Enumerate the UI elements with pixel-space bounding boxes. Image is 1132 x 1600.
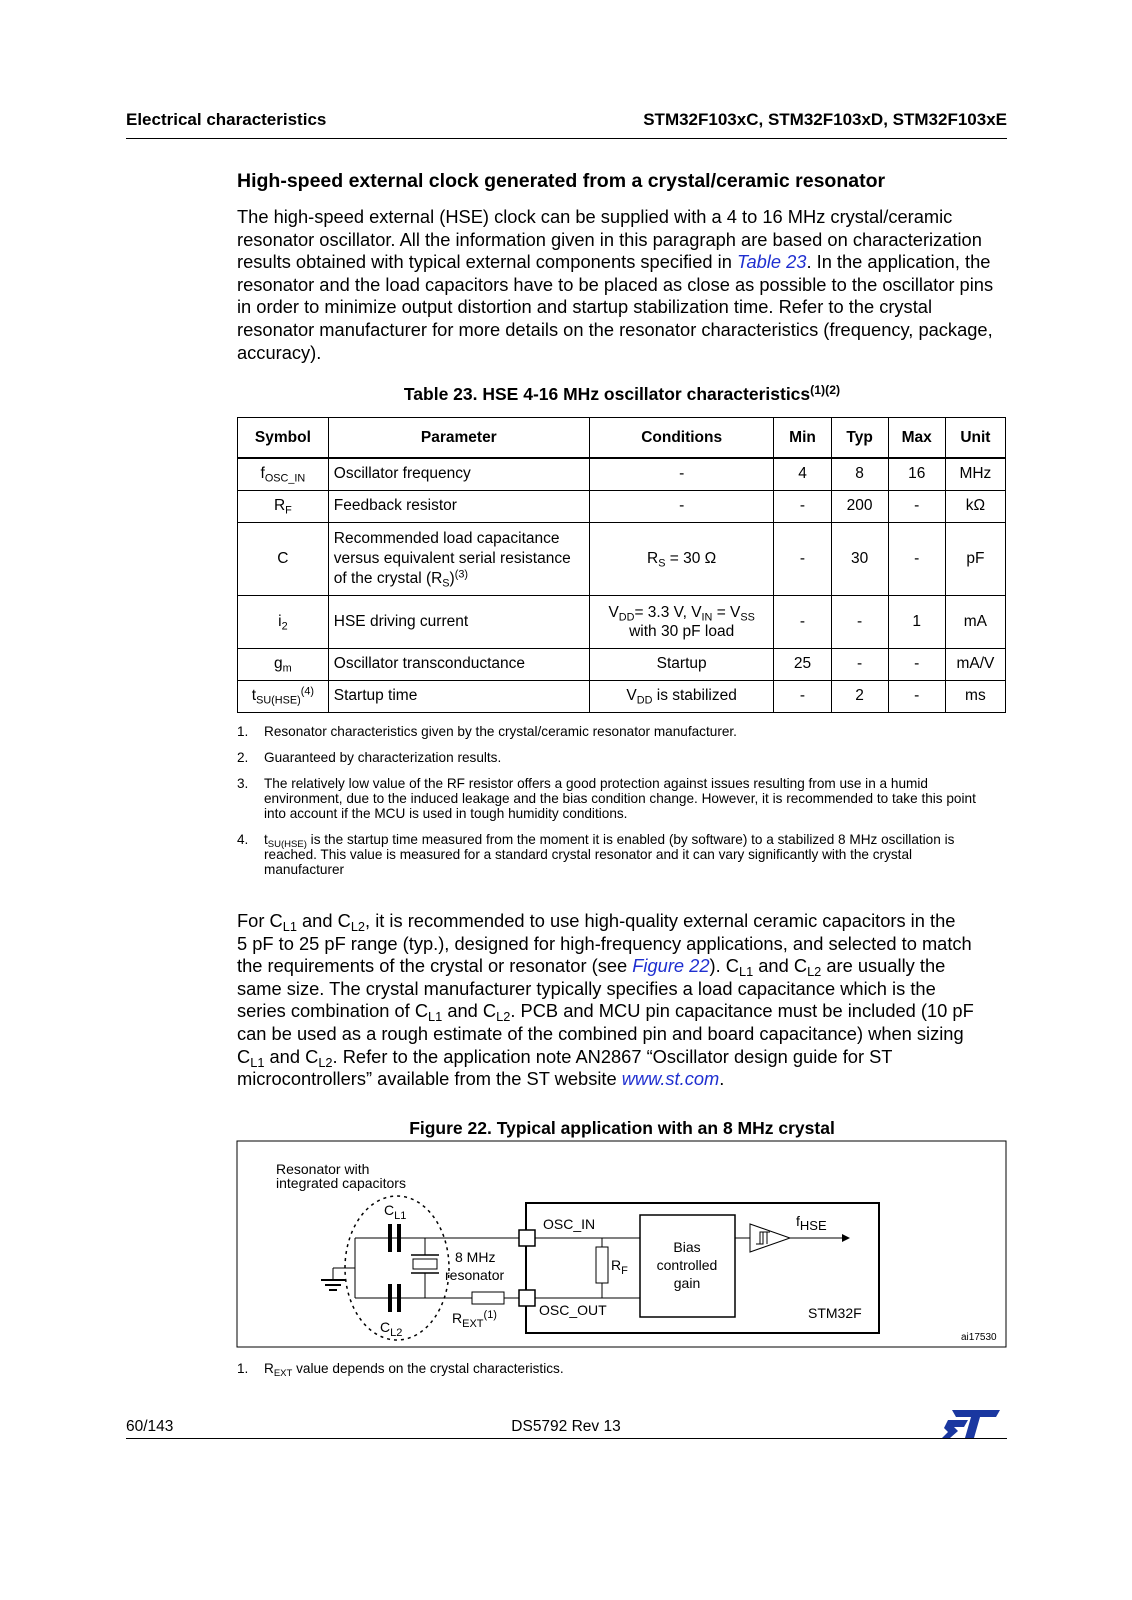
cell-min: 4 — [774, 458, 831, 490]
table-caption-notes: (1)(2) — [810, 382, 841, 397]
figure-22-link[interactable]: Figure 22 — [632, 955, 710, 977]
cell-conditions: - — [589, 458, 774, 490]
document-revision: DS5792 Rev 13 — [511, 1418, 621, 1435]
table-caption-text: Table 23. HSE 4-16 MHz oscillator characteristics — [403, 384, 811, 404]
cl2-capacitor — [388, 1284, 392, 1312]
table-23-link[interactable]: Table 23 — [736, 251, 807, 273]
cell-max: - — [888, 680, 945, 712]
header-product-names: STM32F103xC, STM32F103xD, STM32F103xE — [643, 110, 1007, 129]
cell-max: 1 — [888, 595, 945, 648]
osc-out-pin — [519, 1290, 535, 1306]
fhse-arrow — [842, 1234, 850, 1242]
crystal-symbol — [413, 1259, 437, 1269]
cell-symbol: $t_{SU(HSE)}^{(4)}$ — [238, 680, 329, 712]
bias-label-1: Bias — [673, 1239, 701, 1255]
header-section-title: Electrical characteristics — [126, 110, 327, 129]
cell-parameter: HSE driving current — [328, 595, 589, 648]
cell-parameter: Feedback resistor — [328, 490, 589, 522]
cell-typ: 30 — [831, 522, 888, 595]
cell-max: - — [888, 522, 945, 595]
col-header-unit: Unit — [945, 418, 1005, 459]
page-number: 60/143 — [126, 1418, 174, 1435]
osc-in-pin — [519, 1230, 535, 1246]
cell-min: 25 — [774, 648, 831, 680]
cell-max: 16 — [888, 458, 945, 490]
col-header-min: Min — [774, 418, 831, 459]
cell-symbol: $i_2$ — [238, 595, 329, 648]
cell-min: - — [774, 490, 831, 522]
rext-resistor — [472, 1292, 504, 1304]
osc-in-label: OSC_IN — [543, 1216, 596, 1232]
cell-parameter: Recommended load capacitance versus equivalent serial resistance of the crystal $(R_S)^{(3)}$ — [328, 522, 589, 595]
cell-typ: - — [831, 648, 888, 680]
cell-conditions: $R_S = 30$ Ω — [589, 522, 774, 595]
cell-unit: mA/V — [945, 648, 1005, 680]
schmitt-buffer — [750, 1224, 790, 1252]
cell-symbol: $f_{OSC\_IN}$ — [238, 458, 329, 490]
st-logo — [940, 1408, 1002, 1440]
cell-unit: mA — [945, 595, 1005, 648]
st-website-link[interactable]: www.st.com — [621, 1068, 720, 1090]
col-header-conditions: Conditions — [589, 418, 774, 459]
col-header-max: Max — [888, 418, 945, 459]
cell-symbol: C — [238, 522, 329, 595]
col-header-symbol: Symbol — [238, 418, 329, 459]
cl2-label: $C_{L2}$ — [380, 1319, 403, 1339]
cell-max: - — [888, 648, 945, 680]
cell-typ: - — [831, 595, 888, 648]
cell-parameter: Oscillator transconductance — [328, 648, 589, 680]
section-title: High-speed external clock generated from a crystal/ceramic resonator — [237, 170, 886, 192]
rf-label: $R_F$ — [611, 1257, 628, 1277]
cell-unit: kΩ — [945, 490, 1005, 522]
footer-rule — [126, 1438, 1007, 1439]
intro-text-a: The high-speed external (HSE) clock can be supplied with a 4 to 16 MHz crystal/ceramic resonator oscillator. All the information given in this paragraph are based on characterization results obtained with typical external components specified in — [237, 206, 982, 273]
cell-unit: ms — [945, 680, 1005, 712]
figure-caption: Figure 22. Typical application with an 8 MHz crystal — [409, 1118, 835, 1138]
crystal-resonator-label: resonator — [445, 1267, 505, 1283]
rext-label: $R_{EXT}^{(1)}$ — [452, 1309, 497, 1330]
bias-label-2: controlled — [656, 1257, 718, 1273]
cell-unit: MHz — [945, 458, 1005, 490]
figure-note: 1. $R_{EXT}$ value depends on the crystal characteristics. — [237, 1361, 564, 1379]
osc-out-label: OSC_OUT — [539, 1302, 607, 1318]
figure-ref-id: ai17530 — [961, 1332, 997, 1343]
intro-text-b: . In the application, the resonator and the load capacitors have to be placed as close as possible to the oscillator pins in order to minimize output distortion and startup stabilization time. Refer to the crystal resonator manufacturer for more details on the resonator characteristics (frequency, package, accuracy). — [237, 251, 994, 363]
resonator-label-2: integrated capacitors — [276, 1175, 406, 1191]
cell-conditions: - — [589, 490, 774, 522]
cell-min: - — [774, 595, 831, 648]
bias-label-3: gain — [673, 1275, 701, 1291]
col-header-parameter: Parameter — [328, 418, 589, 459]
cell-max: - — [888, 490, 945, 522]
cell-min: - — [774, 522, 831, 595]
cell-typ: 200 — [831, 490, 888, 522]
resonator-label-1: Resonator with — [276, 1161, 370, 1177]
capacitor-paragraph: For $C_{L1}$ and $C_{L2}$, it is recommended to use high-quality external ceramic capacitors in the 5 pF to 25 pF range (typ.), designed for high-frequency applications, and selected to match the requirements of the crystal or resonator (see Figure 22). $C_{L1}$ and $C_{L2}$ are usually the same size. The crystal manufacturer typically specifies a load capacitance which is the series combination of $C_{L1}$ and $C_{L2}$. PCB and MCU pin capacitance must be included (10 pF can be used as a rough estimate of the combined pin and board capacitance) when sizing $C_{L1}$ and $C_{L2}$. Refer to the application note AN2867 “Oscillator design guide for ST microcontrollers” available from the ST website www.st.com. — [237, 910, 974, 1090]
chip-label: STM32F — [808, 1305, 862, 1321]
fhse-label: fHSE — [796, 1213, 827, 1233]
cl1-label: $C_{L1}$ — [384, 1202, 407, 1222]
cell-unit: pF — [945, 522, 1005, 595]
cell-symbol: $R_F$ — [238, 490, 329, 522]
cell-parameter: Oscillator frequency — [328, 458, 589, 490]
cl1-capacitor — [388, 1224, 392, 1252]
cell-parameter: Startup time — [328, 680, 589, 712]
rf-resistor — [596, 1247, 608, 1283]
cell-conditions: Startup — [589, 648, 774, 680]
cell-min: - — [774, 680, 831, 712]
crystal-freq-label: 8 MHz — [455, 1249, 496, 1265]
col-header-typ: Typ — [831, 418, 888, 459]
cell-conditions: $V_{DD}= 3.3$ V, $V_{IN} = V_{SS}$ with 30 pF load — [589, 595, 774, 648]
cell-typ: 2 — [831, 680, 888, 712]
cell-conditions: $V_{DD}$ is stabilized — [589, 680, 774, 712]
cell-typ: 8 — [831, 458, 888, 490]
cell-symbol: $g_m$ — [238, 648, 329, 680]
